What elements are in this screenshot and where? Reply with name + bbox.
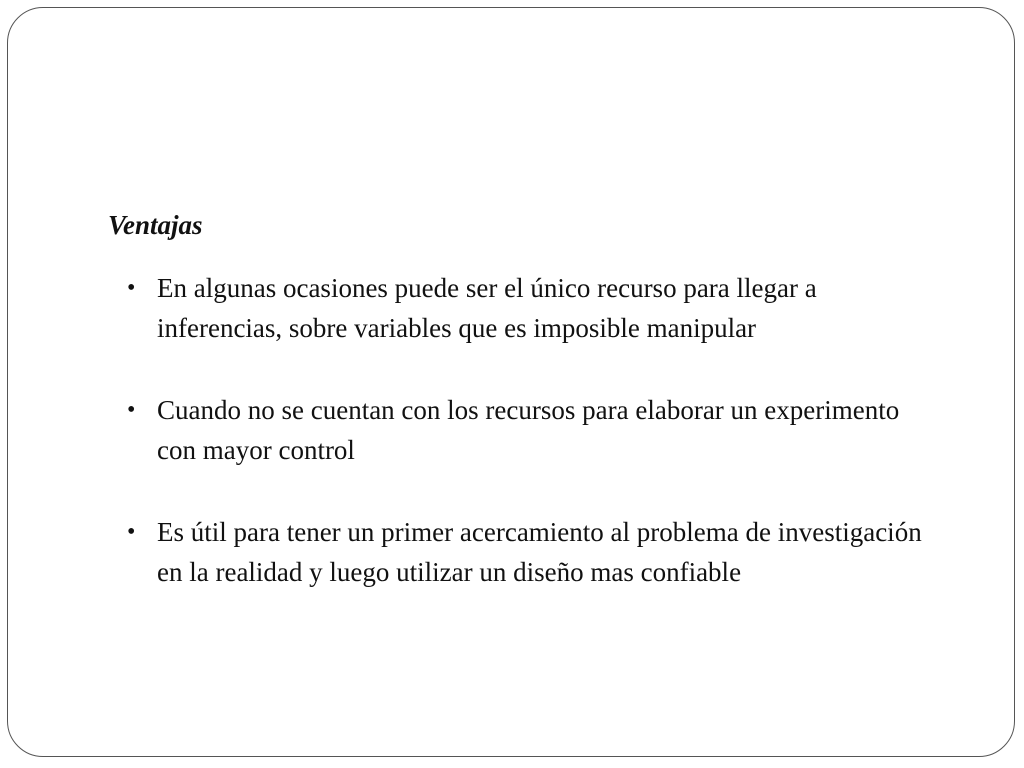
bullet-list — [127, 268, 927, 592]
bullet-icon: • — [127, 519, 136, 545]
list-item-text: En algunas ocasiones puede ser el único recurso para llegar a inferencias, sobre variables que es imposible manipular — [157, 273, 817, 343]
bullet-icon: • — [127, 397, 136, 423]
list-item — [127, 390, 927, 470]
list-item-text: Cuando no se cuentan con los recursos para elaborar un experimento con mayor control — [157, 395, 900, 465]
bullet-icon: • — [127, 275, 136, 301]
list-item — [127, 512, 927, 592]
list-item — [127, 268, 927, 348]
slide-heading: Ventajas — [108, 210, 203, 240]
list-item-text: Es útil para tener un primer acercamiento al problema de investigación en la realidad y luego utilizar un diseño mas confiable — [157, 517, 922, 587]
